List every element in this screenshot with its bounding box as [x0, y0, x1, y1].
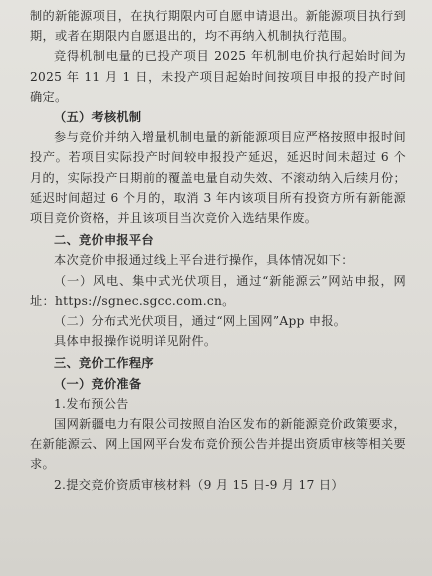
heading-assessment-mechanism: （五）考核机制	[54, 110, 142, 125]
item-submit-materials: 2.提交竞价资质审核材料（9 月 15 日-9 月 17 日）	[54, 477, 344, 492]
paragraph-mechanism-exit: 制的新能源项目，在执行期限内可自愿申请退出。新能源项目执行到期，或者在期限内自愿退出的，均不再纳入机制执行范围。	[30, 9, 406, 44]
heading-bidding-preparation: （一）竞价准备	[54, 376, 142, 391]
paragraph-platform-intro: 本次竞价申报通过线上平台进行操作，具体情况如下：	[54, 253, 354, 268]
paragraph-start-time: 竞得机制电量的已投产项目 2025 年机制电价执行起始时间为 2025 年 11 月 1 日，未投产项目起始时间按项目申报的投产时间确定。	[30, 49, 406, 104]
paragraph-platform-distributed: （二）分布式光伏项目，通过“网上国网”App 申报。	[54, 314, 347, 329]
heading-bidding-procedure: 三、竞价工作程序	[54, 356, 154, 371]
paragraph-pre-announcement: 国网新疆电力有限公司按照自治区发布的新能源竞价政策要求，在新能源云、网上国网平台发布竞价预公告并提出资质审核等相关要求。	[30, 417, 406, 472]
paragraph-see-attachment: 具体申报操作说明详见附件。	[54, 334, 217, 349]
paragraph-assessment: 参与竞价并纳入增量机制电量的新能源项目应严格按照申报时间投产。若项目实际投产时间较申报投产延迟，延迟时间未超过 6 个月的，实际投产日期前的覆盖电量自动失效、不滚动纳入后续月份；延迟时间超过 6 个月的，取消 3 年内该项目所有投资方所有新能源项目竞价资格，并且该项目当次竞价入选结果作废。	[30, 130, 406, 226]
item-pre-announcement: 1.发布预公告	[54, 396, 129, 411]
paragraph-platform-wind-solar: （一）风电、集中式光伏项目，通过“新能源云”网站申报，网址：https://sgnec.sgcc.com.cn。	[30, 273, 406, 308]
heading-bidding-platform: 二、竞价申报平台	[54, 233, 154, 248]
